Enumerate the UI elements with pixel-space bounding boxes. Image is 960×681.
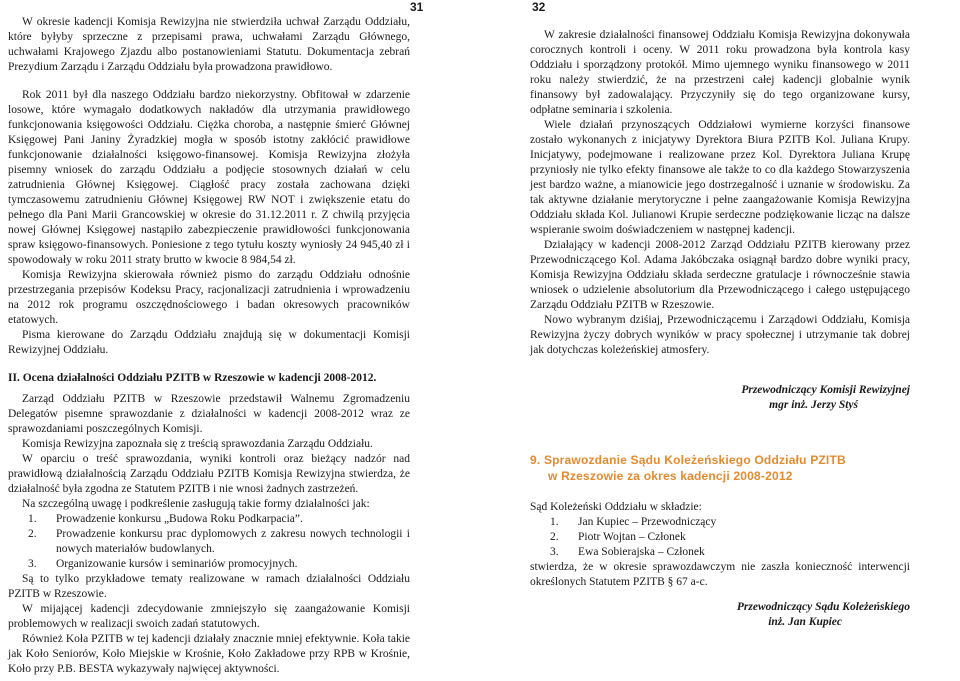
paragraph: Pisma kierowane do Zarządu Oddziału znajdują się w dokumentacji Komisji Rewizyjnej Oddziału.	[8, 329, 410, 356]
paragraph: W mijającej kadencji zdecydowanie zmniejszyło się zaangażowanie Komisji problemowych w realizacji swoich zadań statutowych.	[8, 603, 410, 630]
court-section-heading: 9. Sprawozdanie Sądu Koleżeńskiego Oddziału PZITB w Rzeszowie za okres kadencji 2008-2012	[530, 453, 846, 483]
paragraph: W zakresie działalności finansowej Oddziału Komisja Rewizyjna dokonywała corocznych kontroli i oceny. W 2011 roku prowadzona była kontrola kasy Oddziału i sporządzony protokół. Mimo ujemnego wyniku finansowego w 2011 roku należy stwierdzić, że na przestrzeni całej kadencji globalnie wynik finansowy był zadowalający. Przyczyniły się do tego organizowane kursy, odpłatne seminaria i szkolenia.	[530, 29, 910, 116]
section-heading: II. Ocena działalności Oddziału PZITB w Rzeszowie w kadencji 2008-2012.	[8, 372, 377, 384]
paragraph: Sąd Koleżeński Oddziału w składzie:	[530, 501, 702, 513]
list-item: 2. Piotr Wojtan – Członek	[550, 531, 686, 543]
paragraph: Wiele działań przynoszących Oddziałowi wymierne korzyści finansowe zostało wykonanych z inicjatywy Dyrektora Biura PZITB Kol. Juliana Krupy. Inicjatywy, podejmowane i realizowane przez Kol. Dyrektora Juliana Krupę przyniosły nie tylko efekty finansowe ale także to co dla każdego Stowarzyszenia jest bardzo ważne, a mianowicie jego dostrzegalność i uznanie w środowisku. Za tak aktywne działanie merytoryczne i pełne zaangażowanie Komisja Rewizyjna Oddziału składa Kol. Julianowi Krupie serdeczne podziękowanie licząc na dalsze wspieranie swoim doświadczeniem w następnej kadencji.	[530, 119, 910, 236]
activities-list	[8, 512, 410, 572]
court-report	[530, 500, 910, 590]
paragraph: Rok 2011 był dla naszego Oddziału bardzo niekorzystny. Obfitował w zdarzenie losowe, które wymagało dodatkowych nakładów dla utrzymania prawidłowego funkcjonowania księgowości Oddziału. Ciężka choroba, a następnie śmierć Głównej Księgowej Pani Janiny Żyradzkiej mogła w sposób istotny zakłócić prawidłowe funkcjonowanie działalności księgowo-finansowej. Komisja Rewizyjna złożyła pisemny wniosek do zarządu Oddziału a podjęcie stosownych działań w celu zatrudnienia Głównej Księgowej. Ciągłość pracy została zachowana dzięki tymczasowemu zatrudnieniu Głównej Księgowej RW NOT i zwiększenie etatu do pełnego dla Pani Marii Grancowskiej w okresie do 31.12.2011 r. Z chwilą przyjęcia nowej Głównej Księgowej nastąpiło zabezpieczenie prawidłowości funkcjonowania spraw księgowo-finansowych. Poniesione z tego tytułu koszty wyniosły 24 945,40 zł i spowodowały w roku 2011 straty brutto w kwocie 8 984,54 zł.	[8, 89, 410, 266]
list-item: 2. Prowadzenie konkursu prac dyplomowych z zakresu nowych technologii i nowych materiałów budowlanych.	[28, 528, 410, 555]
page-number-left: 31	[410, 0, 424, 14]
paragraph: W okresie kadencji Komisja Rewizyjna nie stwierdziła uchwał Zarządu Oddziału, które byłyby sprzeczne z przepisami prawa, uchwałami Zarządu Głównego, uchwałami Krajowego Zjazdu albo postanowieniami Statutu. Dokumentacja zebrań Prezydium Zarządu i Zarządu Oddziału była prowadzona prawidłowo.	[8, 16, 410, 73]
paragraph: stwierdza, że w okresie sprawozdawczym nie zaszła konieczność interwencji określonych Statutem PZITB § 67 a-c.	[530, 561, 910, 588]
paragraph: W oparciu o treść sprawozdania, wyniki kontroli oraz bieżący nadzór nad prawidłową działalnością Zarządu Oddziału PZITB Komisja Rewizyjna stwierdza, że działalność była zgodna ze Statutem PZITB i nie wnosi żadnych zastrzeżeń.	[8, 453, 410, 495]
paragraph: Są to tylko przykładowe tematy realizowane w ramach działalności Oddziału PZITB w Rzeszowie.	[8, 573, 410, 600]
signature-title: Przewodniczący Sądu Koleżeńskiego	[736, 601, 910, 613]
paragraph: Nowo wybranym dziśiaj, Przewodniczącemu i Zarządowi Oddziału, Komisja Rewizyjna życzy dobrych wyników w pracy społecznej i utrzymanie tak dobrej jak dotychczas koleżeńskiej atmosfery.	[530, 314, 910, 356]
paragraph: Komisja Rewizyjna zapoznała się z treścią sprawozdania Zarządu Oddziału.	[22, 438, 373, 450]
list-item: 3. Ewa Sobierajska – Członek	[550, 546, 705, 558]
page-32	[480, 0, 960, 681]
signature-peer-court	[530, 600, 910, 630]
left-column	[8, 15, 410, 677]
paragraph: Również Koła PZITB w tej kadencji działały znacznie mniej efektywnie. Koła takie jak Koło Seniorów, Koło Miejskie w Krośnie, Koło Zakładowe przy RPB w Krośnie, Koło przy P.B. BESTA wykazywały najwięcej aktywności.	[8, 633, 410, 675]
signature-title: Przewodniczący Komisji Rewizyjnej	[741, 384, 910, 396]
court-members-list	[530, 515, 910, 560]
signature-name: mgr inż. Jerzy Styś	[769, 399, 858, 411]
paragraph: Komisja Rewizyjna skierowała również pismo do zarządu Oddziału odnośnie przestrzegania przepisów Kodeksu Pracy, racjonalizacji zatrudnienia i wprowadzeniu na 2012 rok programu oszczędnościowego i badan okresowych pracowników etatowych.	[8, 269, 410, 326]
signature-name: inż. Jan Kupiec	[768, 616, 842, 628]
page-number-right: 32	[532, 0, 546, 14]
list-item: 3. Organizowanie kursów i seminariów promocyjnych.	[28, 558, 298, 570]
list-item: 1. Jan Kupiec – Przewodniczący	[550, 516, 717, 528]
paragraph: Działający w kadencji 2008-2012 Zarząd Oddziału PZITB kierowany przez Przewodniczącego Kol. Adama Jakóbczaka osiągnął bardzo dobre wyniki pracy, Komisja Rewizyjna Oddziału składa serdeczne gratulacje i równocześnie stawia wniosek o udzielenie absolutorium dla Przewodniczącego i całego ustępującego Zarządu Oddziału PZITB w Rzeszowie.	[530, 239, 910, 311]
list-item: 1. Prowadzenie konkursu „Budowa Roku Podkarpacia”.	[28, 513, 303, 525]
paragraph: Na szczególną uwagę i podkreślenie zasługują takie formy działalności jak:	[22, 498, 370, 510]
signature-audit-committee	[530, 383, 910, 413]
paragraph: Zarząd Oddziału PZITB w Rzeszowie przedstawił Walnemu Zgromadzeniu Delegatów pisemne sprawozdanie z działalności w kadencji 2008-2012 wraz ze sprawozdaniami poszczególnych Komisji.	[8, 393, 410, 435]
right-column	[530, 28, 910, 358]
